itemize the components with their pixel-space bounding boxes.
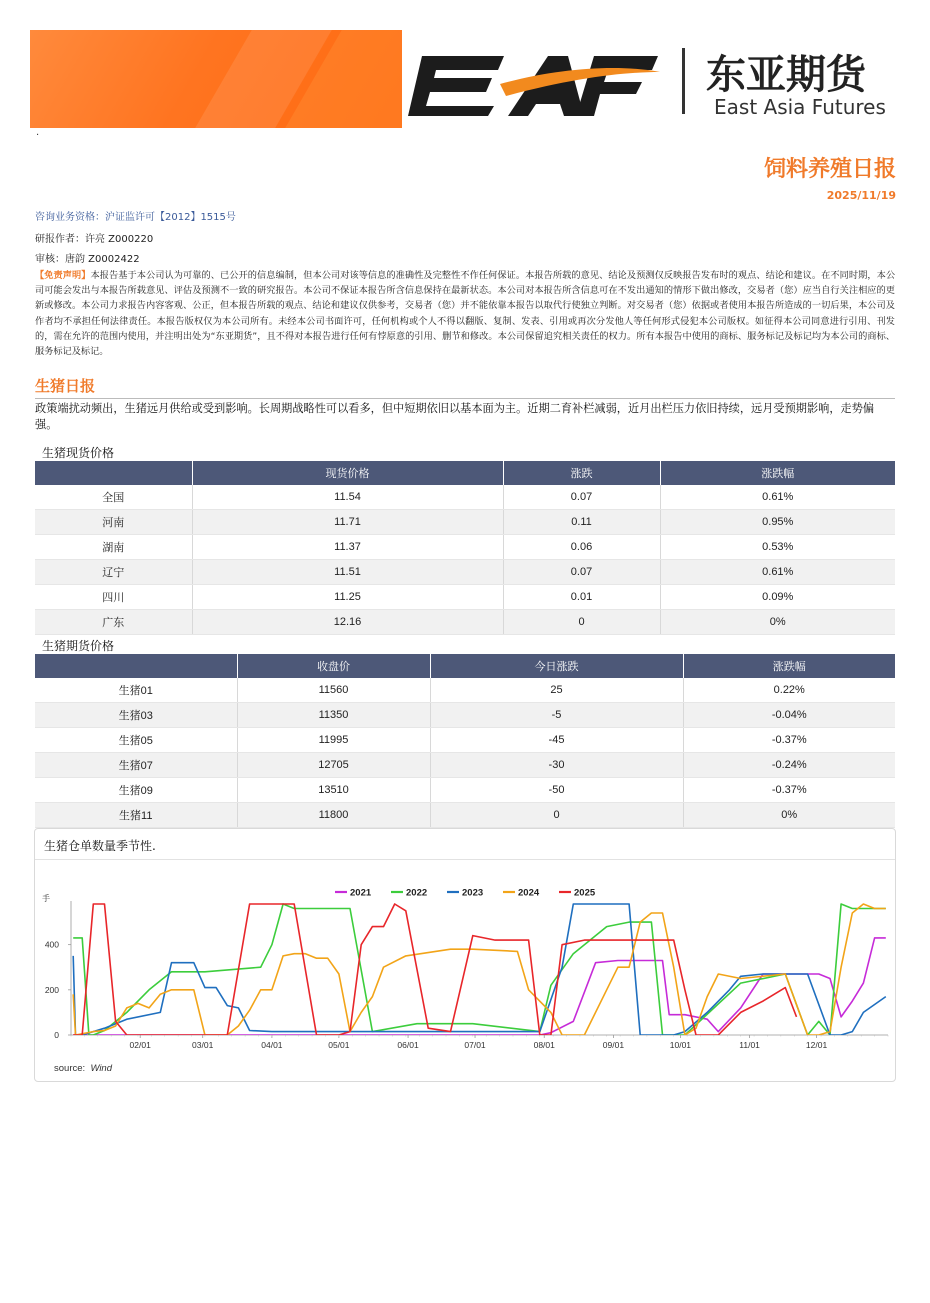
close-price-cell: 13510 [237,778,430,803]
change-pct-cell: 0.61% [660,560,895,585]
chart-title: 生猪仓单数量季节性. [44,839,156,853]
section-title: 生猪日报 [35,377,96,395]
spot-table-caption: 生猪现货价格 [42,446,115,460]
series-line-2024 [73,904,886,1035]
region-cell: 河南 [35,510,192,535]
price-cell: 11.37 [192,535,503,560]
change-cell: -45 [430,728,683,753]
table-header-row [35,461,895,485]
table-row [35,728,895,753]
region-cell: 辽宁 [35,560,192,585]
table-row [35,535,895,560]
change-cell: -30 [430,753,683,778]
table-header-cell: 涨跌幅 [660,461,895,485]
x-tick-label: 07/01 [464,1040,486,1050]
y-tick-label: 0 [54,1030,59,1040]
table-header-row [35,654,895,678]
close-price-cell: 11800 [237,803,430,828]
table-row [35,485,895,510]
legend-label-2023: 2023 [462,887,484,899]
futures-table-caption: 生猪期货价格 [42,639,115,653]
x-tick-label: 06/01 [397,1040,419,1050]
contract-cell: 生猪05 [35,728,237,753]
price-cell: 11.25 [192,585,503,610]
price-cell: 11.51 [192,560,503,585]
change-cell: 0.07 [503,485,660,510]
change-cell: -5 [430,703,683,728]
contract-cell: 生猪11 [35,803,237,828]
x-tick-label: 04/01 [261,1040,283,1050]
x-tick-label: 08/01 [533,1040,555,1050]
table-header-cell: 涨跌幅 [683,654,895,678]
source-value: Wind [90,1063,112,1074]
series-line-2022 [73,904,886,1035]
change-cell: 0 [430,803,683,828]
change-cell: 0.06 [503,535,660,560]
brand-name-en: East Asia Futures [714,95,886,119]
section-summary: 政策端扰动频出，生猪远月供给或受到影响。长周期战略性可以看多，但中短期依旧以基本面为主。近期二育补栏减弱，近月出栏压力依旧持续，远月受预期影响，走势偏强。 [35,402,875,431]
y-tick-label: 200 [44,984,59,995]
table-header-cell: 今日涨跌 [430,654,683,678]
series-line-2023 [73,904,886,1035]
contract-cell: 生猪03 [35,703,237,728]
table-row [35,510,895,535]
table-header-cell: 现货价格 [192,461,503,485]
change-cell: 25 [430,678,683,703]
chart-lines [73,904,886,1035]
region-cell: 全国 [35,485,192,510]
table-row [35,703,895,728]
logo-divider [682,48,685,114]
reviewer-line: 审核：唐韵 Z0002422 [35,254,140,265]
legend-label-2021: 2021 [350,887,372,899]
brand-name-cn: 东亚期货 [706,52,866,98]
table-row [35,560,895,585]
close-price-cell: 11995 [237,728,430,753]
contract-cell: 生猪09 [35,778,237,803]
price-cell: 11.71 [192,510,503,535]
change-pct-cell: 0% [660,610,895,635]
chart-source [54,1063,112,1074]
close-price-cell: 11350 [237,703,430,728]
change-pct-cell: 0.53% [660,535,895,560]
change-pct-cell: -0.24% [683,753,895,778]
table-header-cell: 涨跌 [503,461,660,485]
table-row [35,678,895,703]
chart-legend [335,888,596,899]
change-cell: 0.07 [503,560,660,585]
change-pct-cell: 0.22% [683,678,895,703]
change-pct-cell: -0.37% [683,778,895,803]
chart-panel [34,828,896,1082]
source-label: source: [54,1063,86,1074]
x-tick-label: 09/01 [602,1040,625,1050]
contract-cell: 生猪01 [35,678,237,703]
disclaimer-tag: 【免责声明】 [35,270,91,281]
table-header-cell [35,654,237,678]
header-banner [30,30,402,128]
disclaimer [35,268,895,359]
close-price-cell: 11560 [237,678,430,703]
x-tick-label: 03/01 [192,1040,214,1050]
x-tick-label: 10/01 [669,1040,692,1050]
change-pct-cell: 0.95% [660,510,895,535]
x-tick-label: 11/01 [739,1040,760,1050]
region-cell: 四川 [35,585,192,610]
qualification-value: 沪证监许可【2012】1515号 [105,212,236,223]
change-cell: 0.01 [503,585,660,610]
report-title: 饲料养殖日报 [763,157,896,182]
chart-title-divider [35,859,895,860]
change-pct-cell: 0.09% [660,585,895,610]
qualification-line [35,208,236,223]
qualification-label: 咨询业务资格： [35,212,105,223]
price-cell: 11.54 [192,485,503,510]
table-row [35,610,895,635]
disclaimer-text: 本报告基于本公司认为可靠的、已公开的信息编制，但本公司对该等信息的准确性及完整性不作任何保证。本报告所载的意见、结论及预测仅反映报告发布时的观点、结论和建议。在不同时期，本公司可能会发出与本报告所载意见、评估及预测不一致的研究报告。本公司不保证本报告所含信息保持在最新状态。本公司对本报告所含信息可在不发出通知的情形下做出修改，交易者（您）应当自行关注相应的更新或修改。本公司力求报告内容客观、公正，但本报告所载的观点、结论和建议仅供参考，交易者（您）并不能依靠本报告以取代行使独立判断。对交易者（您）依据或者使用本报告所造成的一切后果，本公司及作者均不承担任何法律责任。本报告版权仅为本公司所有。未经本公司书面许可，任何机构或个人不得以翻版、复制、发表、引用或再次分发他人等任何形式侵犯本公司版权。如征得本公司同意进行引用、刊发的，需在允许的范围内使用，并注明出处为“东亚期货”，且不得对本报告进行任何有悖原意的引用、删节和修改。本公司保留追究相关责任的权力。所有本报告中使用的商标、服务标记及标记均为本公司的商标、服务标记及标记。 [35,270,896,358]
futures-price-table [35,654,895,828]
close-price-cell: 12705 [237,753,430,778]
change-pct-cell: 0.61% [660,485,895,510]
dot-marker: · [36,130,40,141]
series-line-2021 [73,938,886,1035]
spot-price-table [35,461,895,635]
x-tick-label: 12/01 [805,1040,828,1050]
legend-label-2025: 2025 [574,887,596,899]
change-cell: -50 [430,778,683,803]
table-row [35,585,895,610]
legend-label-2022: 2022 [406,887,428,899]
brand-logo [408,38,908,124]
contract-cell: 生猪07 [35,753,237,778]
change-cell: 0 [503,610,660,635]
report-date: 2025/11/19 [826,189,896,202]
table-header-cell: 收盘价 [237,654,430,678]
section-divider [35,398,895,399]
y-tick-label: 400 [44,939,59,950]
price-cell: 12.16 [192,610,503,635]
x-tick-label: 02/01 [129,1040,151,1050]
y-axis-unit: 手 [42,894,50,903]
x-tick-label: 05/01 [328,1040,350,1050]
table-row [35,753,895,778]
change-pct-cell: -0.37% [683,728,895,753]
change-pct-cell: 0% [683,803,895,828]
eaf-logo-mark [408,56,660,116]
change-pct-cell: -0.04% [683,703,895,728]
warehouse-receipt-chart [35,861,895,1061]
region-cell: 湖南 [35,535,192,560]
legend-label-2024: 2024 [518,887,540,899]
region-cell: 广东 [35,610,192,635]
table-row [35,803,895,828]
change-cell: 0.11 [503,510,660,535]
author-line: 研报作者：许亮 Z000220 [35,234,154,245]
table-header-cell [35,461,192,485]
table-row [35,778,895,803]
